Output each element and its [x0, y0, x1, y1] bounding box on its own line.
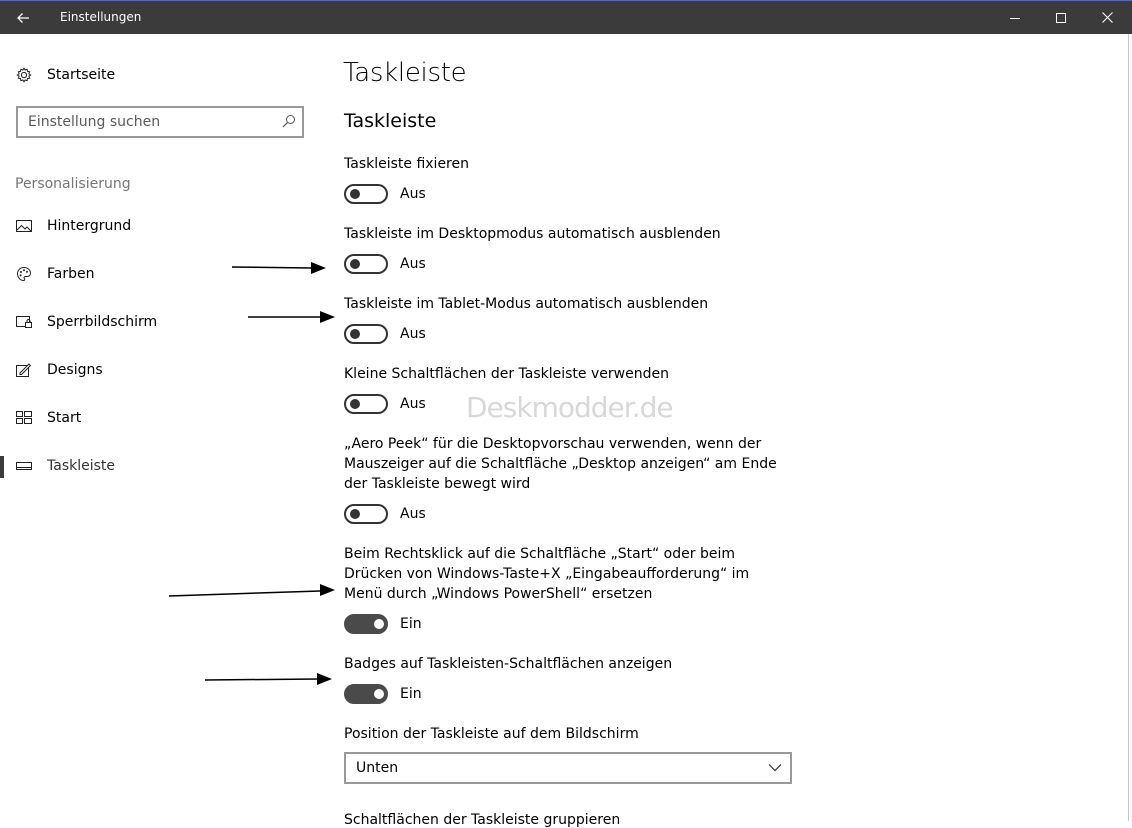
arrow-icon — [169, 584, 335, 596]
sidebar-item-label: Taskleiste — [47, 458, 116, 474]
section-title: Taskleiste — [344, 110, 437, 132]
arrow-icon — [232, 262, 326, 274]
sidebar-item-label: Sperrbildschirm — [47, 314, 158, 330]
section-label: Personalisierung — [15, 176, 131, 192]
toggle-state: Aus — [400, 326, 426, 342]
arrow-icon — [205, 673, 332, 685]
setting-label-powershell: Beim Rechtsklick auf die Schaltfläche „Start“ oder beim Drücken von Windows-Taste+X „Eingabeaufforderung“ im Menü durch „Windows PowerShell“ ersetzen — [344, 546, 750, 602]
sidebar-item-label: Designs — [47, 362, 103, 378]
setting-label-tablet-autohide: Taskleiste im Tablet-Modus automatisch ausblenden — [344, 296, 709, 312]
sidebar-item-label: Start — [47, 410, 82, 426]
window-title: Einstellungen — [60, 10, 142, 24]
setting-label-desktop-autohide: Taskleiste im Desktopmodus automatisch ausblenden — [344, 226, 721, 242]
sidebar-item-label: Farben — [47, 266, 95, 282]
toggle-state: Aus — [400, 186, 426, 202]
toggle-state: Ein — [400, 686, 422, 702]
watermark: Deskmodder.de — [466, 391, 673, 424]
setting-label-grouping: Schaltflächen der Taskleiste gruppieren — [344, 812, 621, 828]
arrow-icon — [248, 311, 335, 323]
toggle-state: Aus — [400, 396, 426, 412]
toggle-state: Ein — [400, 616, 422, 632]
toggle-state: Aus — [400, 256, 426, 272]
setting-label-small-buttons: Kleine Schaltflächen der Taskleiste verwenden — [344, 366, 669, 382]
setting-label-aero-peek: „Aero Peek“ für die Desktopvorschau verwenden, wenn der Mauszeiger auf die Schaltfläche „Desktop anzeigen“ am Ende der Taskleiste bewegt wird — [344, 436, 777, 492]
sidebar-item-label: Hintergrund — [47, 218, 132, 234]
toggle-state: Aus — [400, 506, 426, 522]
dropdown-value: Unten — [356, 760, 399, 776]
setting-label-position: Position der Taskleiste auf dem Bildschirm — [344, 726, 639, 742]
nav-home-label: Startseite — [47, 67, 116, 83]
page-title: Taskleiste — [343, 58, 467, 88]
setting-label-badges: Badges auf Taskleisten-Schaltflächen anzeigen — [344, 656, 673, 672]
setting-label-fixieren: Taskleiste fixieren — [344, 156, 469, 172]
